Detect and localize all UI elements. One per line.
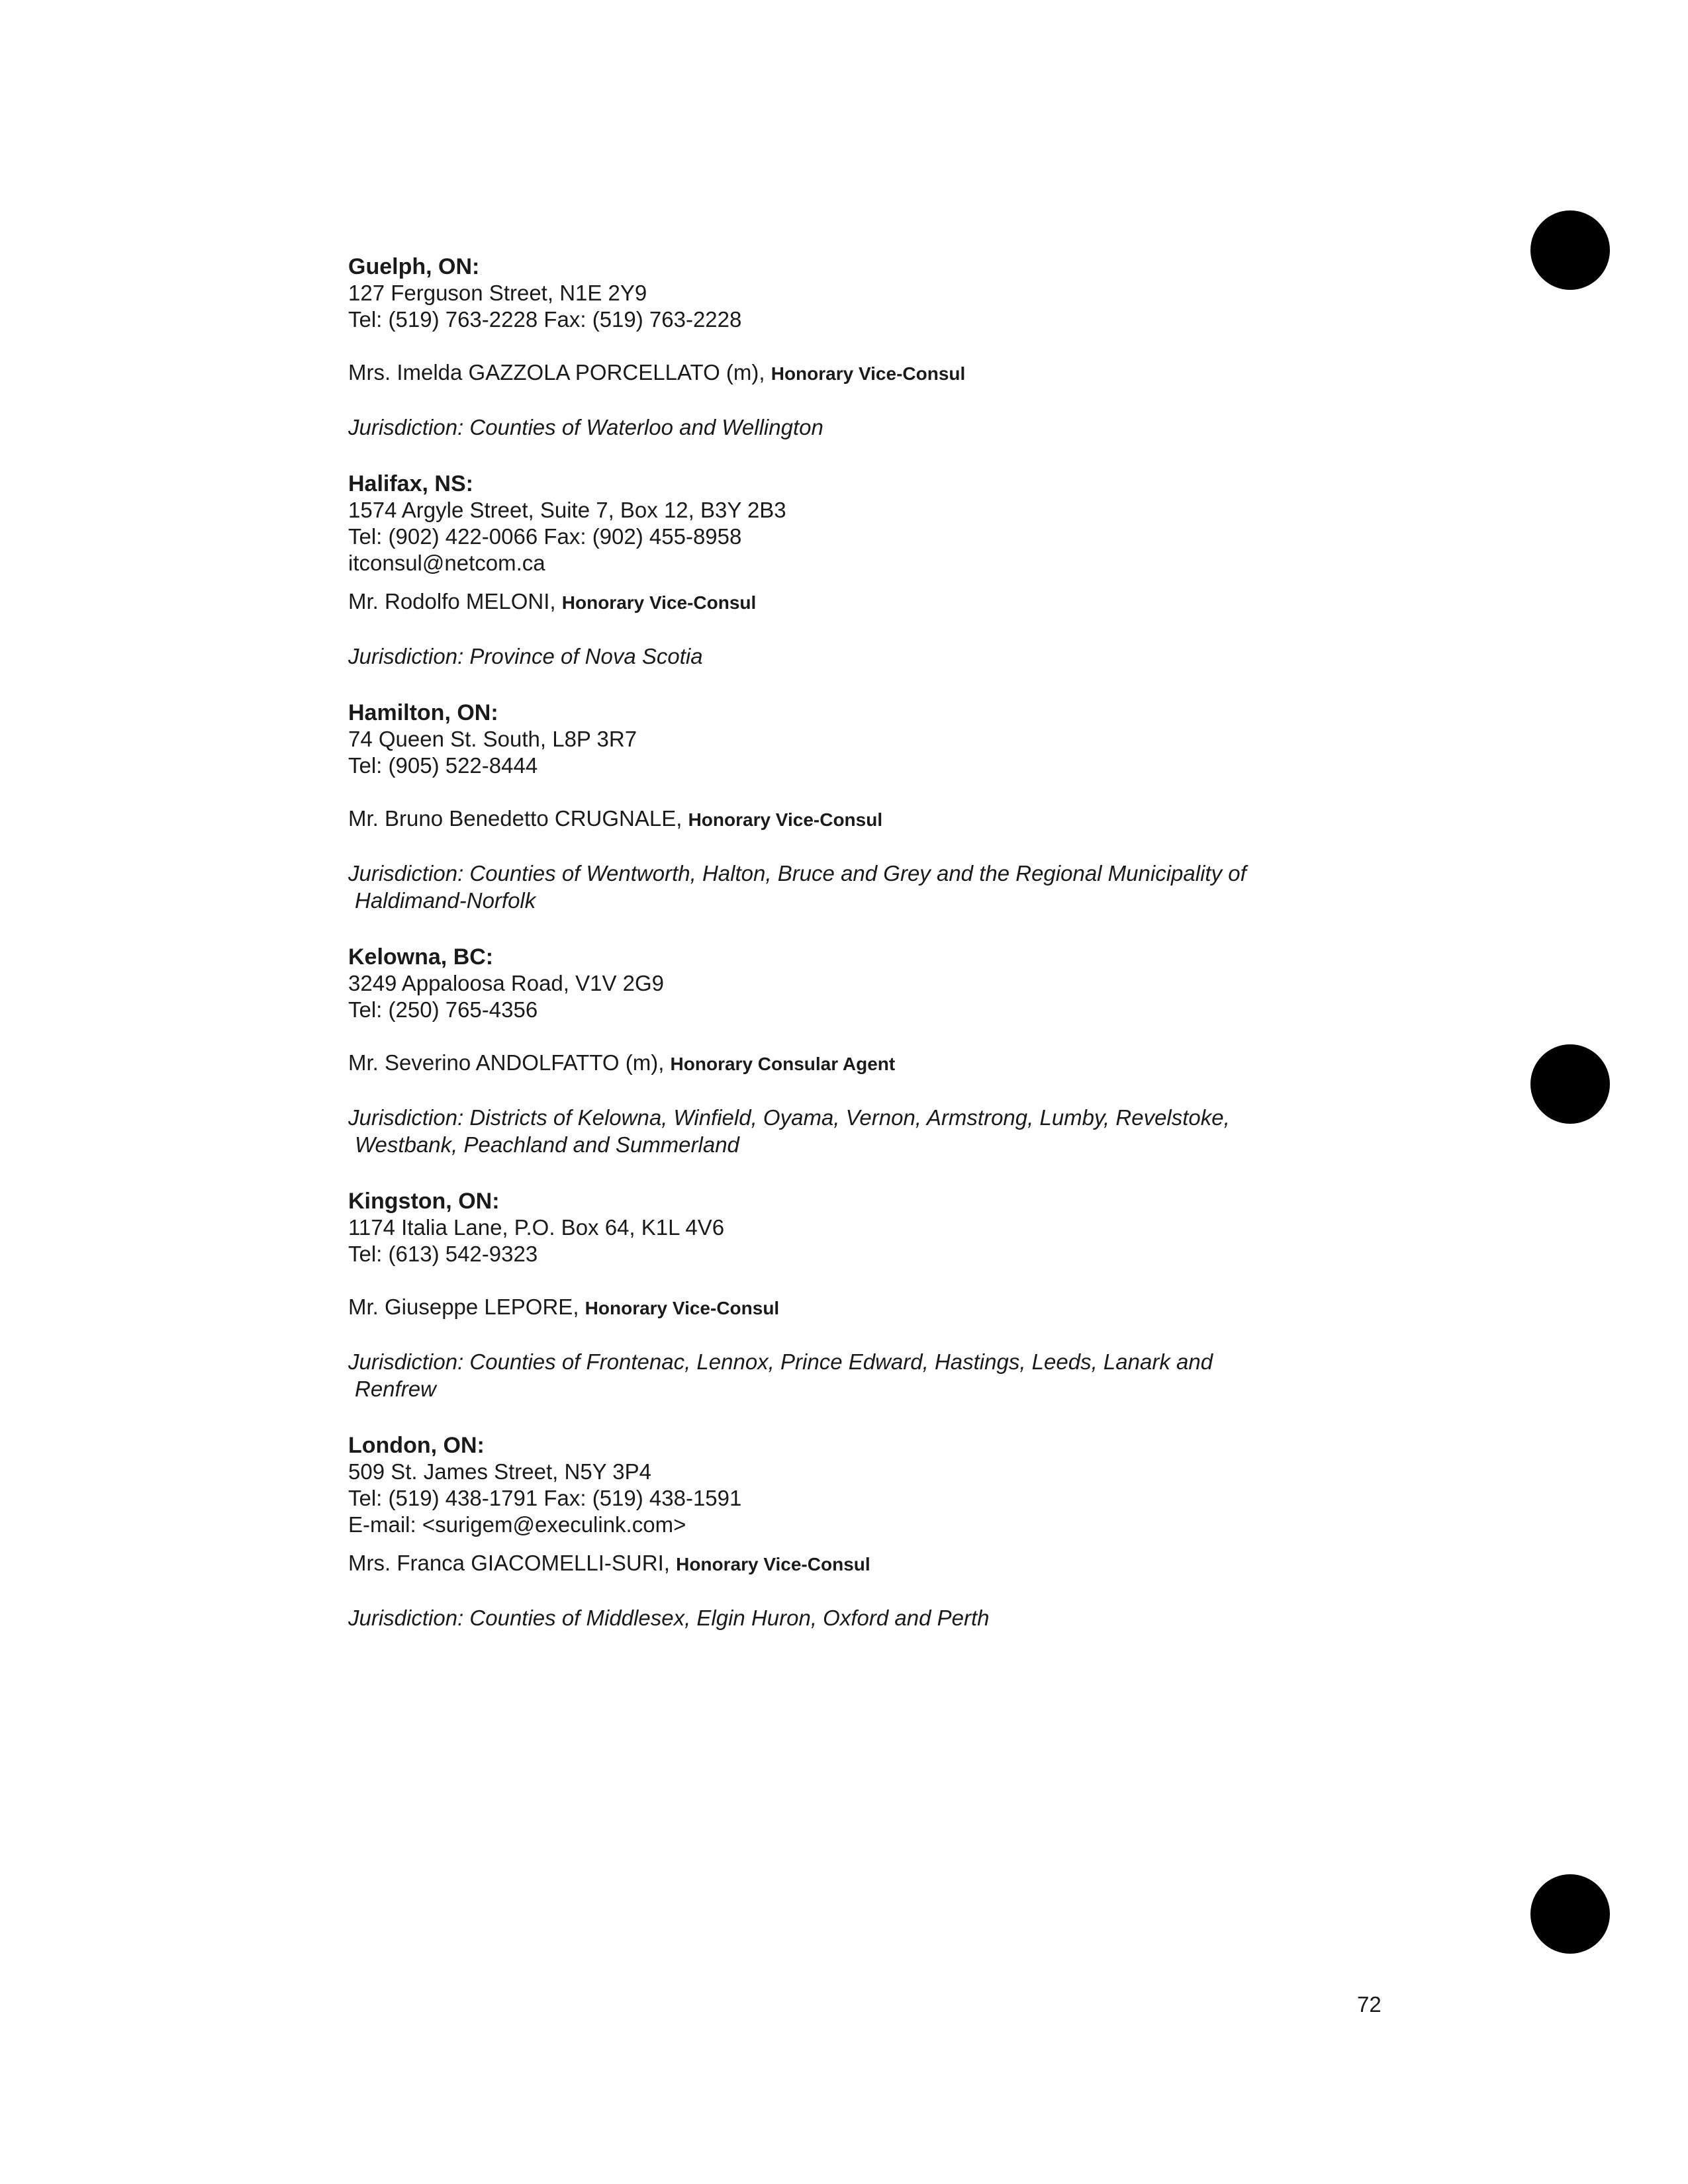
jurisdiction [348, 860, 1381, 914]
jurisdiction-line: Westbank, Peachland and Summerland [355, 1132, 739, 1157]
address-line: 1174 Italia Lane, P.O. Box 64, K1L 4V6 [348, 1215, 725, 1240]
consulate-entry [348, 253, 1381, 441]
jurisdiction-line: Jurisdiction: Counties of Frontenac, Lennox, Prince Edward, Hastings, Leeds, Lanark and [348, 1349, 1213, 1374]
consul-name [348, 588, 1381, 616]
person-name: Mrs. Imelda GAZZOLA PORCELLATO (m), [348, 360, 771, 385]
consulate-listing [348, 253, 1381, 1661]
consulate-entry [348, 944, 1381, 1158]
jurisdiction-line: Haldimand-Norfolk [355, 888, 536, 913]
email-line: itconsul@netcom.ca [348, 551, 545, 575]
binder-hole [1530, 1044, 1610, 1124]
binder-hole [1530, 210, 1610, 290]
person-name: Mrs. Franca GIACOMELLI-SURI, [348, 1551, 677, 1575]
city-heading: Kingston, ON: [348, 1189, 500, 1214]
phone-line: Tel: (905) 522-8444 [348, 753, 538, 778]
jurisdiction-line: Jurisdiction: Districts of Kelowna, Winfield, Oyama, Vernon, Armstrong, Lumby, Revelstoke, [348, 1105, 1230, 1130]
jurisdiction-line: Jurisdiction: Counties of Waterloo and Wellington [348, 415, 823, 439]
consul-role: Honorary Vice-Consul [688, 809, 883, 830]
phone-line: Tel: (519) 763-2228 Fax: (519) 763-2228 [348, 307, 742, 332]
jurisdiction [348, 414, 1381, 441]
email-line: E-mail: <surigem@execulink.com> [348, 1512, 686, 1537]
consul-role: Honorary Vice-Consul [561, 592, 757, 613]
binder-hole [1530, 1874, 1610, 1954]
consul-role: Honorary Vice-Consul [585, 1298, 780, 1318]
address-line: 74 Queen St. South, L8P 3R7 [348, 727, 637, 751]
jurisdiction-line: Jurisdiction: Province of Nova Scotia [348, 644, 703, 668]
address-line: 1574 Argyle Street, Suite 7, Box 12, B3Y 2B3 [348, 498, 786, 522]
jurisdiction-line: Renfrew [355, 1377, 436, 1401]
jurisdiction-line: Jurisdiction: Counties of Middlesex, Elgin Huron, Oxford and Perth [348, 1606, 990, 1630]
phone-line: Tel: (519) 438-1791 Fax: (519) 438-1591 [348, 1486, 742, 1510]
person-name: Mr. Bruno Benedetto CRUGNALE, [348, 806, 688, 831]
consul-name [348, 1050, 1381, 1077]
jurisdiction [348, 1104, 1381, 1158]
consul-name [348, 359, 1381, 387]
consulate-entry [348, 700, 1381, 914]
consul-role: Honorary Vice-Consul [771, 363, 966, 384]
jurisdiction [348, 1604, 1381, 1631]
phone-line: Tel: (613) 542-9323 [348, 1242, 538, 1266]
consul-role: Honorary Consular Agent [670, 1054, 896, 1074]
city-heading: London, ON: [348, 1433, 485, 1458]
jurisdiction-line: Jurisdiction: Counties of Wentworth, Halton, Bruce and Grey and the Regional Municipality of [348, 861, 1246, 886]
address-line: 3249 Appaloosa Road, V1V 2G9 [348, 971, 665, 995]
consul-name [348, 805, 1381, 833]
city-heading: Hamilton, ON: [348, 700, 498, 725]
phone-line: Tel: (250) 765-4356 [348, 997, 538, 1022]
city-heading: Halifax, NS: [348, 471, 473, 496]
consulate-entry [348, 1432, 1381, 1631]
consulate-entry [348, 1188, 1381, 1402]
address-line: 509 St. James Street, N5Y 3P4 [348, 1459, 651, 1484]
person-name: Mr. Severino ANDOLFATTO (m), [348, 1050, 671, 1075]
jurisdiction [348, 1348, 1381, 1402]
person-name: Mr. Giuseppe LEPORE, [348, 1295, 585, 1319]
consulate-entry [348, 471, 1381, 670]
address-line: 127 Ferguson Street, N1E 2Y9 [348, 281, 647, 305]
consul-name [348, 1550, 1381, 1578]
city-heading: Kelowna, BC: [348, 944, 494, 970]
jurisdiction [348, 643, 1381, 670]
phone-line: Tel: (902) 422-0066 Fax: (902) 455-8958 [348, 524, 742, 549]
consul-name [348, 1294, 1381, 1322]
page-number: 72 [1357, 1992, 1382, 2017]
person-name: Mr. Rodolfo MELONI, [348, 589, 562, 614]
city-heading: Guelph, ON: [348, 254, 480, 279]
consul-role: Honorary Vice-Consul [676, 1554, 870, 1574]
